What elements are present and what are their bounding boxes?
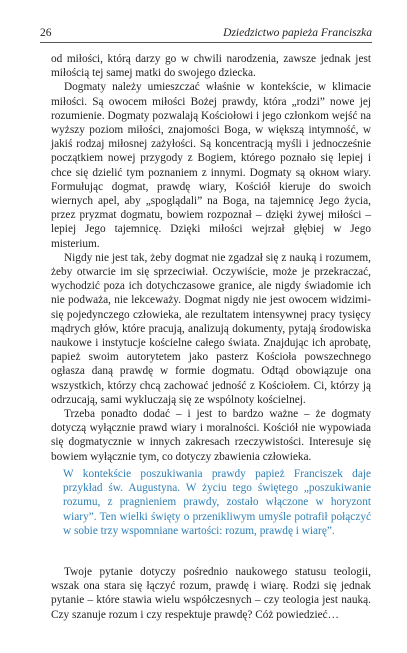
paragraph: od miłości, którą darzy go w chwili narodzenia, zawsze jednak jest miłością tej samej matki do swojego dziecka. bbox=[51, 53, 371, 80]
running-title: Dziedzictwo papieża Franciszka bbox=[223, 27, 372, 39]
paragraph: Dogmaty należy umieszczać właśnie w kontekście, w klimacie miłości. Są owocem miłości Bożej prawdy, która „rodzi” nowe jej rozumienie. Dogmaty pozwalają Kościołowi i jego członkom wejść na wyższy poziom miłości, znajomości Boga, w większą intymność, w jakiś rodzaj miłosnej zażyłości. Są koncentracją myśli i jednocześnie początkiem nowej przygody z Bogiem, którego poznało się lepiej i chce się dzielić tym poznaniem z innymi. Dogmaty są okном wiary. Formułując dogmat, prawdę wiary, Kościół kieruje do swoich wiernych apel, aby „spoglądali” na Boga, na tajemnicę Jego życia, przez pryzmat dogmatu, bowiem rozpoznał – dzięki żywej miłości – lepiej Jego tajemnicę. Dzięki miłości wejrzał głębiej w Jego misterium. bbox=[51, 81, 371, 250]
paragraph: Nigdy nie jest tak, żeby dogmat nie zgadzał się z nauką i rozumem, żeby otwarcie im się sprzeciwiał. Oczywiście, może je przekraczać, wychodzić poza ich dotychczasowe granice, ale nigdy świadomie ich nie podważa, nie lekceważy. Dogmat nigdy nie jest owocem widzimi-się pojedynczego człowieka, ale rezultatem intensywnej pracy tysięcy mądrych głów, które pracują, analizują dokumenty, pytają środowiska naukowe i instytucje kościelne całego świata. Znajdując ich aprobatę, papież swoim autorytetem jako pasterz Kościoła powszechnego ogłasza daną prawdę w formie dogmatu. Odtąd obowiązuje ona wszystkich, którzy chcą zachować jedność z Kościołem. Ci, którzy ją odrzucają, sami wykluczają się ze wspólnoty kościelnej. bbox=[51, 251, 371, 406]
paragraph: Twoje pytanie dotyczy pośrednio naukowego statusu teologii, wszak ona stara się łączyć rozum, prawdę i wiarę. Rodzi się jednak pytanie – które stawia wielu współczesnych – czy teologia jest nauką. Czy szanuje rozum i czy respektuje prawdę? Cóż powiedzieć… bbox=[51, 566, 371, 621]
paragraph: Trzeba ponadto dodać – i jest to bardzo ważne – że dogmaty dotyczą wyłącznie prawd wiary i moralności. Kościół nie wypowiada się dogmatycznie w innych zakresach rzeczywistości. Interesuje się bowiem wyłącznie tym, co dotyczy zbawienia człowieka. bbox=[51, 408, 371, 463]
callout-text: W kontekście poszukiwania prawdy papież Franciszek daje przykład św. Augustyna. W życiu tego świętego „poszukiwanie rozumu, z pragnieniem prawdy, zostało włączone w horyzont wiary”. Ten wielki święty o przenikliwym umyśle potrafił połączyć w sobie trzy wspomniane wartości: rozum, prawdę i wiarę”. bbox=[63, 468, 371, 537]
running-head bbox=[40, 26, 372, 43]
page-number: 26 bbox=[40, 27, 52, 39]
callout-quote bbox=[51, 467, 371, 538]
closing-text bbox=[51, 565, 371, 622]
main-text bbox=[51, 52, 371, 464]
